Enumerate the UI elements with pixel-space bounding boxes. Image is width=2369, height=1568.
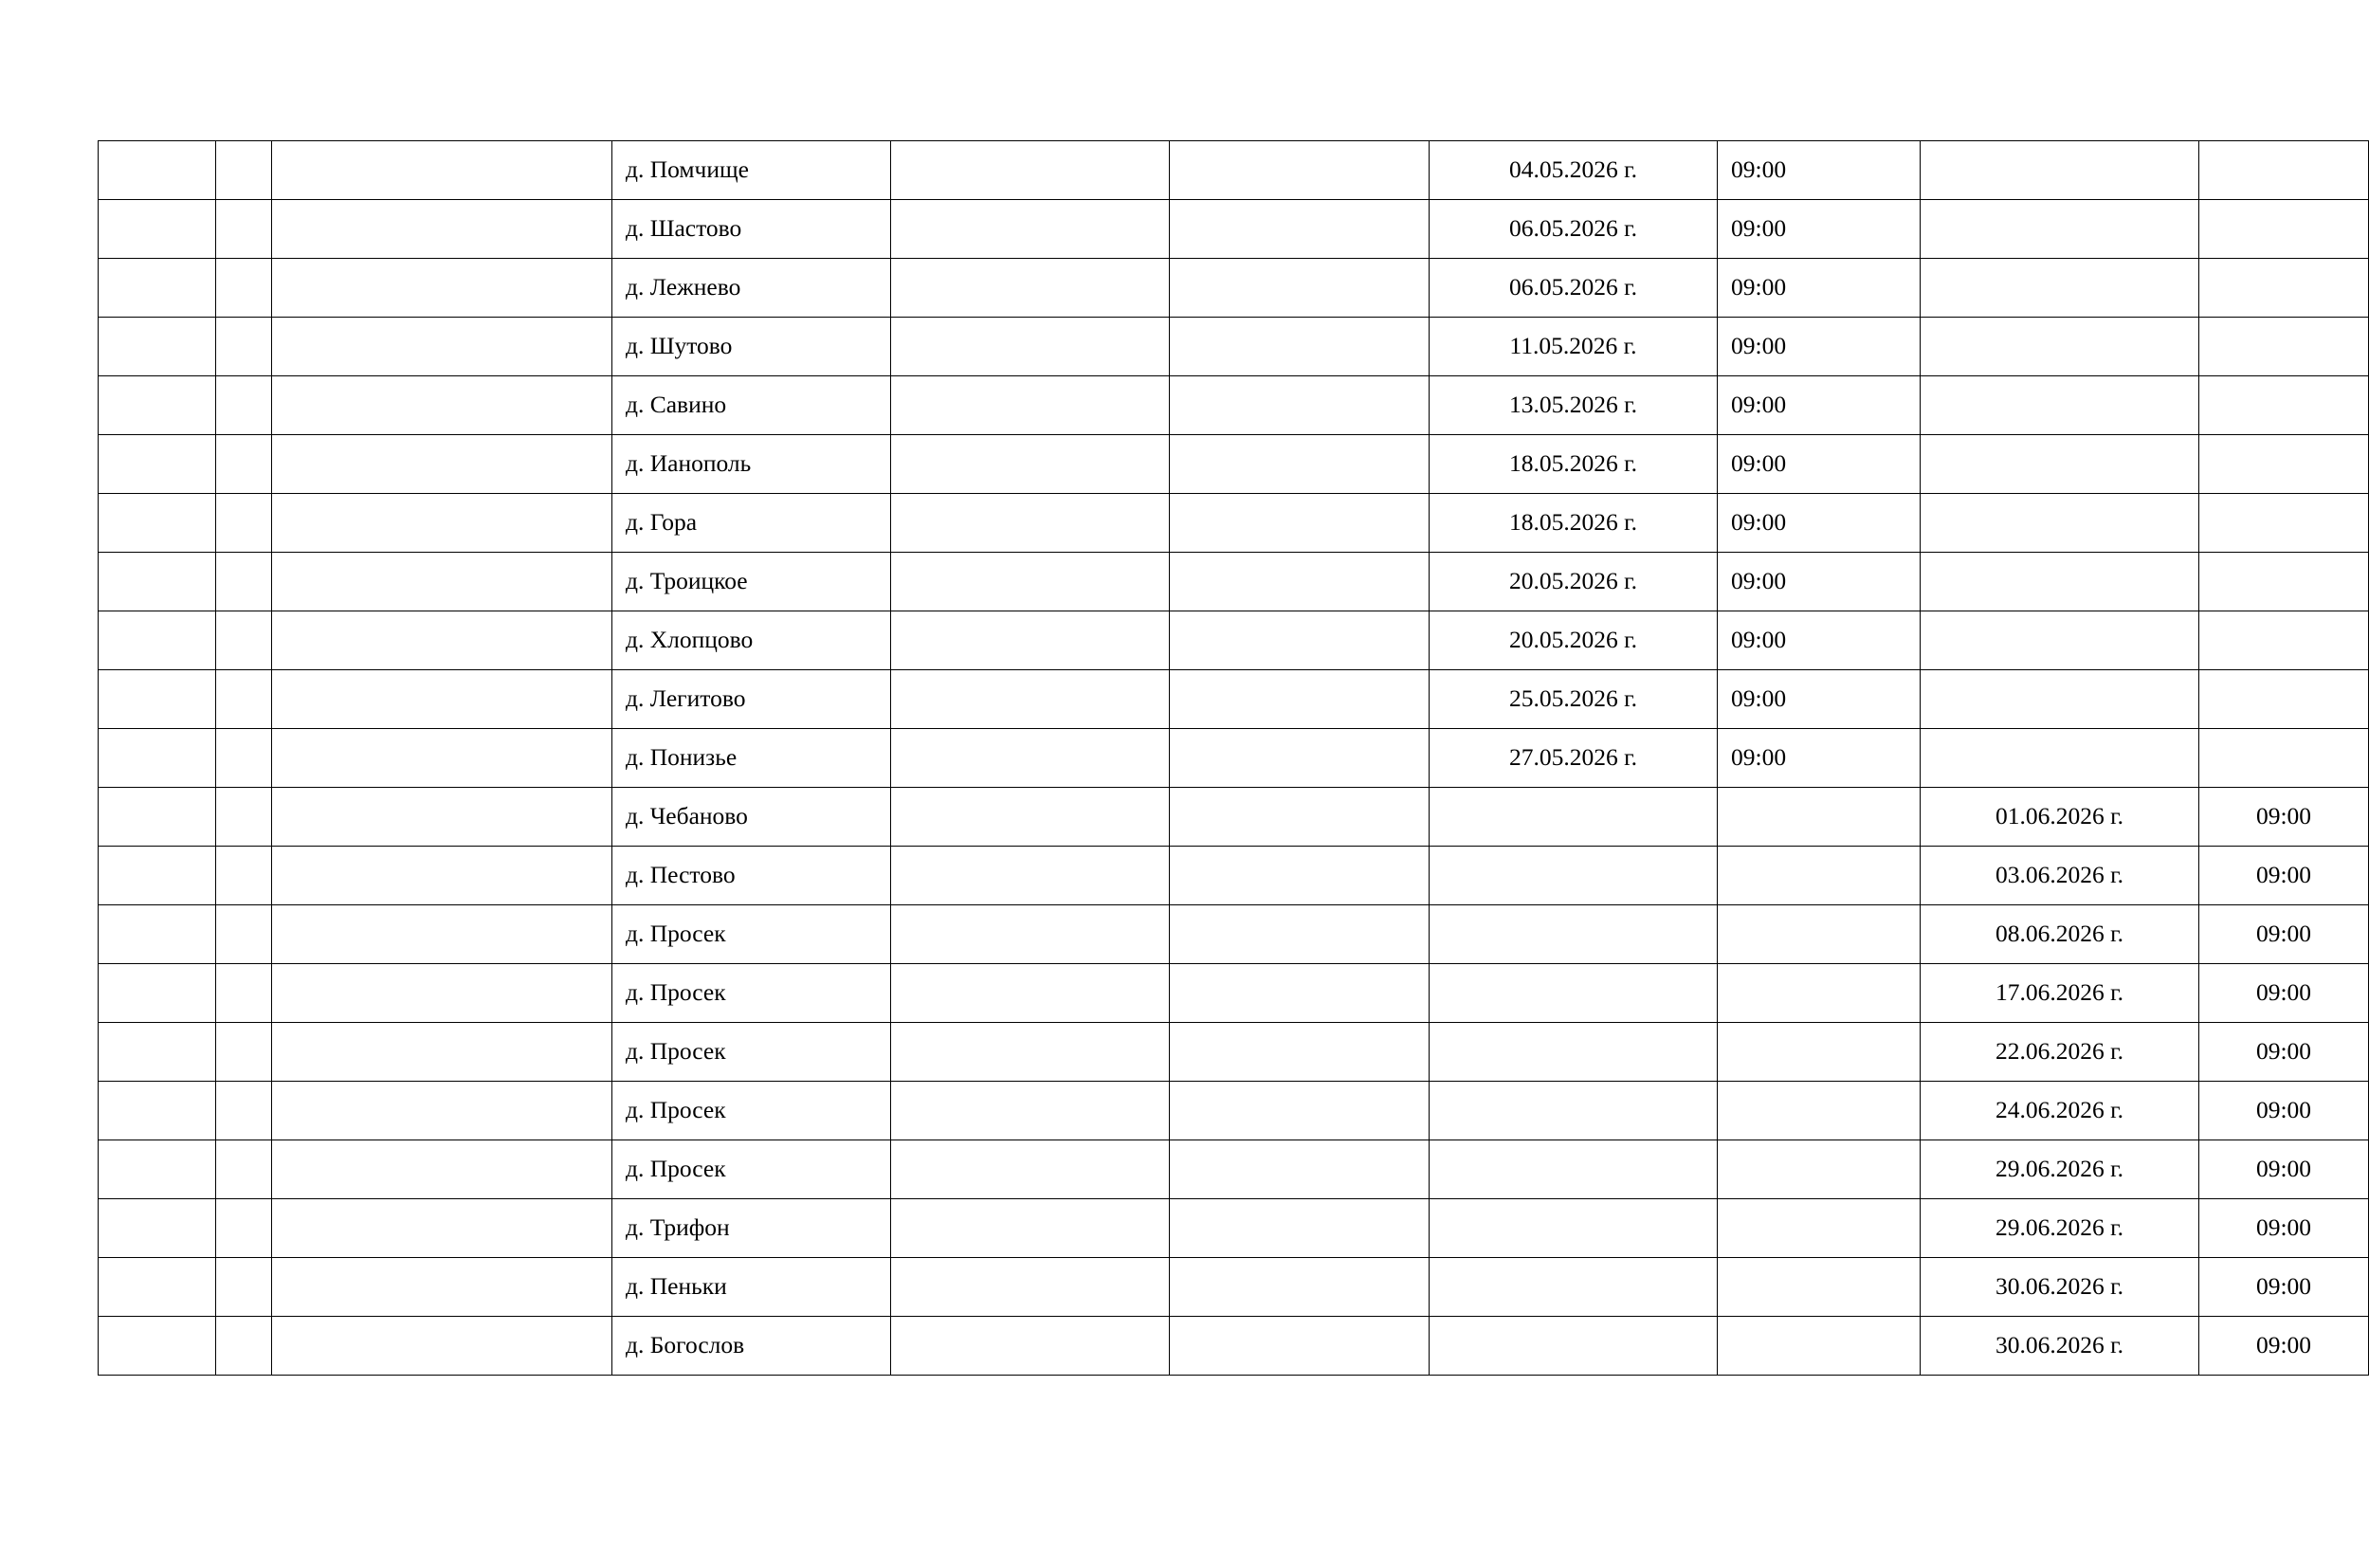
notes-cell [1170, 847, 1430, 905]
table-row [99, 611, 2369, 670]
table-row [99, 1023, 2369, 1082]
date-june-cell [1921, 200, 2199, 259]
time-june-cell: 09:00 [2199, 1082, 2369, 1140]
municipality-cell [272, 847, 612, 905]
time-may-cell [1718, 1258, 1921, 1317]
date-june-cell [1921, 670, 2199, 729]
settlement-cell: д. Просек [612, 1023, 891, 1082]
date-may-cell: 20.05.2026 г. [1430, 611, 1718, 670]
date-may-cell [1430, 905, 1718, 964]
municipality-cell [272, 670, 612, 729]
location-cell [891, 1317, 1170, 1376]
organization-cell [216, 1140, 272, 1199]
time-june-cell [2199, 141, 2369, 200]
date-june-cell: 29.06.2026 г. [1921, 1140, 2199, 1199]
time-june-cell: 09:00 [2199, 788, 2369, 847]
date-june-cell [1921, 141, 2199, 200]
row-number-cell [99, 1258, 216, 1317]
settlement-cell: д. Просек [612, 905, 891, 964]
row-number-cell [99, 141, 216, 200]
date-may-cell [1430, 788, 1718, 847]
location-cell [891, 141, 1170, 200]
location-cell [891, 200, 1170, 259]
time-june-cell [2199, 435, 2369, 494]
notes-cell [1170, 1199, 1430, 1258]
location-cell [891, 318, 1170, 376]
date-may-cell [1430, 847, 1718, 905]
municipality-cell [272, 729, 612, 788]
settlement-cell: д. Легитово [612, 670, 891, 729]
date-june-cell: 24.06.2026 г. [1921, 1082, 2199, 1140]
organization-cell [216, 259, 272, 318]
date-may-cell: 04.05.2026 г. [1430, 141, 1718, 200]
location-cell [891, 1258, 1170, 1317]
settlement-cell: д. Пестово [612, 847, 891, 905]
table-row [99, 376, 2369, 435]
time-may-cell: 09:00 [1718, 729, 1921, 788]
row-number-cell [99, 670, 216, 729]
municipality-cell [272, 1199, 612, 1258]
settlement-cell: д. Троицкое [612, 553, 891, 611]
date-may-cell [1430, 1317, 1718, 1376]
municipality-cell [272, 141, 612, 200]
notes-cell [1170, 1317, 1430, 1376]
organization-cell [216, 494, 272, 553]
table-row [99, 494, 2369, 553]
time-may-cell [1718, 1317, 1921, 1376]
organization-cell [216, 670, 272, 729]
notes-cell [1170, 1082, 1430, 1140]
time-may-cell: 09:00 [1718, 200, 1921, 259]
date-june-cell [1921, 611, 2199, 670]
notes-cell [1170, 905, 1430, 964]
date-june-cell [1921, 376, 2199, 435]
date-june-cell: 22.06.2026 г. [1921, 1023, 2199, 1082]
table-row [99, 670, 2369, 729]
date-may-cell: 18.05.2026 г. [1430, 494, 1718, 553]
row-number-cell [99, 494, 216, 553]
notes-cell [1170, 376, 1430, 435]
settlement-cell: д. Просек [612, 1082, 891, 1140]
time-may-cell: 09:00 [1718, 611, 1921, 670]
notes-cell [1170, 1258, 1430, 1317]
municipality-cell [272, 1258, 612, 1317]
organization-cell [216, 1258, 272, 1317]
notes-cell [1170, 141, 1430, 200]
notes-cell [1170, 788, 1430, 847]
municipality-cell [272, 318, 612, 376]
organization-cell [216, 847, 272, 905]
row-number-cell [99, 611, 216, 670]
organization-cell [216, 141, 272, 200]
date-june-cell [1921, 318, 2199, 376]
time-may-cell: 09:00 [1718, 376, 1921, 435]
time-june-cell: 09:00 [2199, 1258, 2369, 1317]
settlement-cell: д. Шастово [612, 200, 891, 259]
settlement-cell: д. Просек [612, 1140, 891, 1199]
date-june-cell: 30.06.2026 г. [1921, 1317, 2199, 1376]
notes-cell [1170, 200, 1430, 259]
location-cell [891, 788, 1170, 847]
table-row [99, 259, 2369, 318]
time-may-cell: 09:00 [1718, 494, 1921, 553]
location-cell [891, 1140, 1170, 1199]
table-row [99, 435, 2369, 494]
time-june-cell [2199, 670, 2369, 729]
location-cell [891, 1082, 1170, 1140]
settlement-cell: д. Шутово [612, 318, 891, 376]
date-june-cell: 03.06.2026 г. [1921, 847, 2199, 905]
time-june-cell [2199, 729, 2369, 788]
settlement-cell: д. Савино [612, 376, 891, 435]
row-number-cell [99, 1082, 216, 1140]
row-number-cell [99, 376, 216, 435]
location-cell [891, 964, 1170, 1023]
location-cell [891, 553, 1170, 611]
row-number-cell [99, 788, 216, 847]
location-cell [891, 1199, 1170, 1258]
time-june-cell: 09:00 [2199, 964, 2369, 1023]
municipality-cell [272, 1140, 612, 1199]
table-row [99, 318, 2369, 376]
time-may-cell: 09:00 [1718, 670, 1921, 729]
row-number-cell [99, 553, 216, 611]
date-june-cell: 01.06.2026 г. [1921, 788, 2199, 847]
row-number-cell [99, 259, 216, 318]
date-may-cell [1430, 964, 1718, 1023]
time-may-cell [1718, 1082, 1921, 1140]
table-row [99, 1317, 2369, 1376]
location-cell [891, 670, 1170, 729]
location-cell [891, 905, 1170, 964]
time-may-cell [1718, 905, 1921, 964]
organization-cell [216, 318, 272, 376]
organization-cell [216, 1199, 272, 1258]
time-may-cell [1718, 788, 1921, 847]
schedule-table-container [98, 140, 2312, 1376]
time-june-cell: 09:00 [2199, 905, 2369, 964]
table-row [99, 1258, 2369, 1317]
date-june-cell [1921, 553, 2199, 611]
row-number-cell [99, 905, 216, 964]
time-may-cell: 09:00 [1718, 318, 1921, 376]
time-june-cell [2199, 611, 2369, 670]
date-may-cell [1430, 1082, 1718, 1140]
date-may-cell [1430, 1258, 1718, 1317]
date-june-cell: 08.06.2026 г. [1921, 905, 2199, 964]
row-number-cell [99, 729, 216, 788]
municipality-cell [272, 494, 612, 553]
date-may-cell: 20.05.2026 г. [1430, 553, 1718, 611]
settlement-cell: д. Гора [612, 494, 891, 553]
table-row [99, 788, 2369, 847]
table-row [99, 553, 2369, 611]
table-row [99, 847, 2369, 905]
date-may-cell: 11.05.2026 г. [1430, 318, 1718, 376]
location-cell [891, 1023, 1170, 1082]
date-june-cell [1921, 259, 2199, 318]
organization-cell [216, 1023, 272, 1082]
municipality-cell [272, 553, 612, 611]
notes-cell [1170, 1023, 1430, 1082]
notes-cell [1170, 553, 1430, 611]
row-number-cell [99, 1199, 216, 1258]
time-may-cell [1718, 847, 1921, 905]
time-may-cell: 09:00 [1718, 553, 1921, 611]
municipality-cell [272, 259, 612, 318]
time-may-cell [1718, 1199, 1921, 1258]
organization-cell [216, 200, 272, 259]
time-may-cell: 09:00 [1718, 141, 1921, 200]
time-june-cell [2199, 200, 2369, 259]
notes-cell [1170, 259, 1430, 318]
municipality-cell [272, 376, 612, 435]
notes-cell [1170, 1140, 1430, 1199]
date-may-cell: 06.05.2026 г. [1430, 259, 1718, 318]
date-june-cell [1921, 494, 2199, 553]
settlement-cell: д. Понизье [612, 729, 891, 788]
location-cell [891, 847, 1170, 905]
municipality-cell [272, 200, 612, 259]
time-june-cell [2199, 376, 2369, 435]
row-number-cell [99, 435, 216, 494]
table-row [99, 200, 2369, 259]
settlement-cell: д. Трифон [612, 1199, 891, 1258]
municipality-cell [272, 1082, 612, 1140]
organization-cell [216, 1317, 272, 1376]
notes-cell [1170, 611, 1430, 670]
date-june-cell: 30.06.2026 г. [1921, 1258, 2199, 1317]
time-may-cell [1718, 1023, 1921, 1082]
organization-cell [216, 376, 272, 435]
notes-cell [1170, 435, 1430, 494]
table-row [99, 729, 2369, 788]
settlement-cell: д. Богослов [612, 1317, 891, 1376]
date-may-cell: 25.05.2026 г. [1430, 670, 1718, 729]
municipality-cell [272, 1317, 612, 1376]
municipality-cell [272, 611, 612, 670]
date-june-cell: 29.06.2026 г. [1921, 1199, 2199, 1258]
time-june-cell [2199, 318, 2369, 376]
settlement-cell: д. Помчище [612, 141, 891, 200]
table-row [99, 1199, 2369, 1258]
municipality-cell [272, 788, 612, 847]
time-june-cell: 09:00 [2199, 1140, 2369, 1199]
notes-cell [1170, 494, 1430, 553]
date-may-cell: 27.05.2026 г. [1430, 729, 1718, 788]
settlement-cell: д. Пеньки [612, 1258, 891, 1317]
row-number-cell [99, 1317, 216, 1376]
municipality-cell [272, 964, 612, 1023]
location-cell [891, 376, 1170, 435]
time-june-cell [2199, 494, 2369, 553]
location-cell [891, 611, 1170, 670]
settlement-cell: д. Лежнево [612, 259, 891, 318]
municipality-cell [272, 905, 612, 964]
row-number-cell [99, 1023, 216, 1082]
time-june-cell [2199, 553, 2369, 611]
date-may-cell: 13.05.2026 г. [1430, 376, 1718, 435]
time-june-cell [2199, 259, 2369, 318]
schedule-table-body [99, 141, 2369, 1376]
organization-cell [216, 553, 272, 611]
date-may-cell [1430, 1199, 1718, 1258]
date-may-cell: 18.05.2026 г. [1430, 435, 1718, 494]
row-number-cell [99, 847, 216, 905]
time-may-cell: 09:00 [1718, 435, 1921, 494]
time-june-cell: 09:00 [2199, 847, 2369, 905]
organization-cell [216, 729, 272, 788]
row-number-cell [99, 318, 216, 376]
municipality-cell [272, 435, 612, 494]
location-cell [891, 435, 1170, 494]
time-may-cell [1718, 964, 1921, 1023]
notes-cell [1170, 318, 1430, 376]
settlement-cell: д. Просек [612, 964, 891, 1023]
row-number-cell [99, 200, 216, 259]
row-number-cell [99, 1140, 216, 1199]
time-june-cell: 09:00 [2199, 1317, 2369, 1376]
notes-cell [1170, 670, 1430, 729]
time-may-cell [1718, 1140, 1921, 1199]
time-june-cell: 09:00 [2199, 1199, 2369, 1258]
settlement-cell: д. Чебаново [612, 788, 891, 847]
time-may-cell: 09:00 [1718, 259, 1921, 318]
location-cell [891, 494, 1170, 553]
table-row [99, 905, 2369, 964]
settlement-cell: д. Ианополь [612, 435, 891, 494]
organization-cell [216, 435, 272, 494]
settlement-cell: д. Хлопцово [612, 611, 891, 670]
date-june-cell [1921, 729, 2199, 788]
location-cell [891, 729, 1170, 788]
row-number-cell [99, 964, 216, 1023]
table-row [99, 141, 2369, 200]
time-june-cell: 09:00 [2199, 1023, 2369, 1082]
organization-cell [216, 964, 272, 1023]
table-row [99, 964, 2369, 1023]
organization-cell [216, 788, 272, 847]
date-may-cell: 06.05.2026 г. [1430, 200, 1718, 259]
table-row [99, 1082, 2369, 1140]
date-june-cell [1921, 435, 2199, 494]
location-cell [891, 259, 1170, 318]
organization-cell [216, 1082, 272, 1140]
date-may-cell [1430, 1023, 1718, 1082]
date-june-cell: 17.06.2026 г. [1921, 964, 2199, 1023]
notes-cell [1170, 729, 1430, 788]
notes-cell [1170, 964, 1430, 1023]
organization-cell [216, 905, 272, 964]
date-may-cell [1430, 1140, 1718, 1199]
schedule-table [98, 140, 2369, 1376]
organization-cell [216, 611, 272, 670]
municipality-cell [272, 1023, 612, 1082]
table-row [99, 1140, 2369, 1199]
